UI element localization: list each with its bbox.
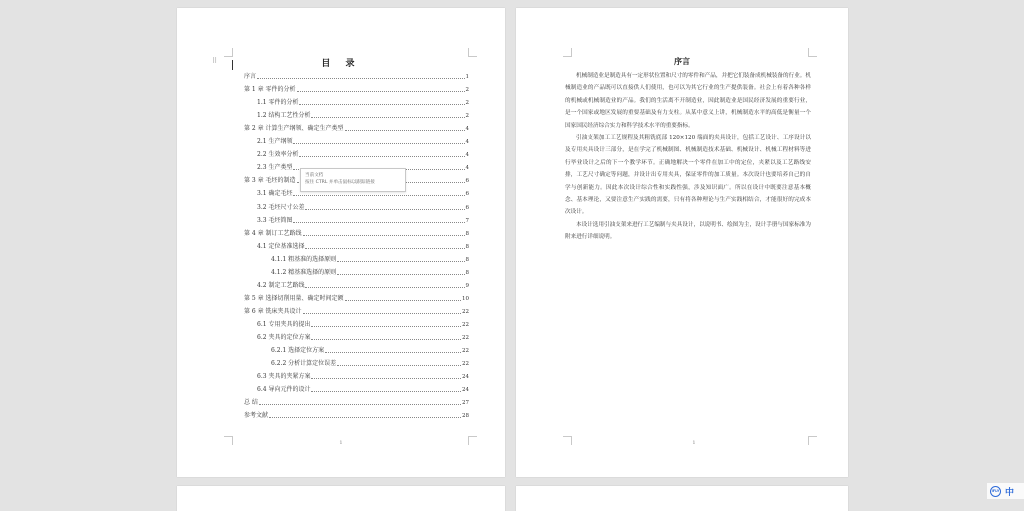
toc-leader-dots	[299, 104, 464, 105]
toc-entry[interactable]	[244, 198, 469, 211]
toc-entry[interactable]	[244, 120, 469, 133]
toc-entry-label[interactable]: 1.1 零件的分析	[257, 99, 299, 107]
toc-leader-dots	[303, 235, 465, 236]
margin-corner-bottom-right	[468, 436, 477, 445]
toc-leader-dots	[305, 287, 464, 288]
toc-entry[interactable]	[244, 290, 469, 303]
toc-leader-dots	[305, 209, 464, 210]
toc-entry-label[interactable]: 参考文献	[244, 412, 269, 420]
toc-entry-page[interactable]: 6	[465, 178, 469, 185]
toc-entry-page[interactable]: 22	[462, 334, 469, 341]
tooltip-hint: 按住 CTRL 并单击鼠标以跟踪链接	[305, 180, 375, 185]
page-3-partial[interactable]	[177, 486, 505, 511]
toc-entry[interactable]	[244, 303, 469, 316]
toc-leader-dots	[293, 195, 464, 196]
toc-entry-page[interactable]: 2	[465, 100, 469, 107]
toc-entry-page[interactable]: 6	[465, 204, 469, 211]
toc-entry-page[interactable]: 4	[465, 139, 469, 146]
toc-entry-label[interactable]: 第 6 章 铣床夹具设计	[244, 307, 302, 315]
toc-entry[interactable]	[244, 407, 469, 420]
toc-entry-page[interactable]: 24	[462, 374, 469, 381]
toc-entry-label[interactable]: 6.2 夹具的定位方案	[257, 333, 311, 341]
toc-entry-label[interactable]: 4.1.1 粗基准的选择原则	[271, 255, 337, 263]
toc-entry[interactable]	[244, 342, 469, 355]
ime-language-toggle[interactable]: 中	[1005, 487, 1015, 498]
toc-entry[interactable]	[244, 381, 469, 394]
toc-entry-label[interactable]: 1.2 结构工艺性分析	[257, 112, 311, 120]
toc-entry[interactable]	[244, 394, 469, 407]
toc-leader-dots	[311, 378, 461, 379]
toc-entry[interactable]	[244, 264, 469, 277]
toc-entry-page[interactable]: 8	[465, 269, 469, 276]
toc-entry-page[interactable]: 28	[462, 413, 469, 420]
toc-entry-label[interactable]: 4.2 制定工艺路线	[257, 281, 305, 289]
toc-entry-page[interactable]: 6	[465, 191, 469, 198]
toc-entry-page[interactable]: 7	[465, 217, 469, 224]
toc-entry[interactable]	[244, 368, 469, 381]
page-4-partial[interactable]	[516, 486, 848, 511]
toc-entry[interactable]	[244, 212, 469, 225]
toc-entry-label[interactable]: 第 4 章 制订工艺路线	[244, 229, 302, 237]
preface-title: 序言	[674, 56, 690, 66]
link-tooltip	[300, 168, 406, 192]
toc-leader-dots	[345, 130, 465, 131]
toc-leader-dots	[325, 352, 461, 353]
toc-entry-label[interactable]: 2.3 生产类型	[257, 164, 293, 172]
toc-entry-label[interactable]: 3.1 确定毛坯	[257, 190, 293, 198]
toc-entry-page[interactable]: 24	[462, 387, 469, 394]
toc-leader-dots	[305, 248, 464, 249]
toc-leader-dots	[293, 222, 464, 223]
toc-leader-dots	[337, 261, 464, 262]
toc-leader-dots	[303, 313, 461, 314]
toc-leader-dots	[337, 274, 464, 275]
toc-entry-label[interactable]: 6.4 导向元件的设计	[257, 386, 311, 394]
toc-entry-label[interactable]: 6.3 夹具的夹紧方案	[257, 373, 311, 381]
toc-entry[interactable]	[244, 94, 469, 107]
toc-entry-label[interactable]: 第 3 章 毛坯的制造	[244, 177, 296, 185]
toc-entry[interactable]	[244, 329, 469, 342]
toc-entry[interactable]	[244, 68, 469, 81]
toc-entry-page[interactable]: 2	[465, 113, 469, 120]
toc-entry-page[interactable]: 22	[462, 361, 469, 368]
toc-leader-dots	[259, 404, 461, 405]
toc-entry-label[interactable]: 序言	[244, 73, 257, 81]
toc-entry[interactable]	[244, 238, 469, 251]
toc-entry-page[interactable]: 27	[462, 400, 469, 407]
toc-entry-page[interactable]: 22	[462, 308, 469, 315]
preface-paragraph: 引油支架加工工艺规程及其粗铣底部 120×120 端面的夹具设计，包括工艺设计、工序设计以及专用夹具设计三部分，是在学完了机械制图、机械制造技术基础、机械设计、机械工程材料等进行毕业设计之后的下一个教学环节。正确地解决一个零件在加工中的定位，夹紧以及工艺路线安排，工艺尺寸确定等问题，并设计出专用夹具，保证零件的加工质量。本次设计也要培养自己的自学与创新能力。因此本次设计综合性和实践性强，涉及知识面广。所以在设计中既要注意基本概念、基本理论，又要注意生产实践的需要，只有将各种理论与生产实践相结合，才能很好的完成本次设计。	[565, 135, 811, 216]
toc-entry-label[interactable]: 6.1 专用夹具的提出	[257, 320, 311, 328]
toc-entry-label[interactable]: 4.1.2 精基准选择的原则	[271, 268, 337, 276]
toc-title: 目 录	[321, 59, 361, 69]
toc-leader-dots	[311, 326, 461, 327]
toc-leader-dots	[311, 339, 461, 340]
toc-entry-page[interactable]: 4	[465, 152, 469, 159]
page-preface[interactable]	[516, 8, 848, 477]
toc-leader-dots	[257, 78, 464, 79]
toc-list	[244, 68, 469, 420]
toc-leader-dots	[297, 91, 465, 92]
toc-entry-label[interactable]: 6.2.2 分析计算定位误差	[271, 360, 337, 368]
toc-entry-page[interactable]: 8	[465, 230, 469, 237]
toc-entry-label[interactable]: 第 2 章 计算生产纲领、确定生产类型	[244, 125, 344, 133]
margin-corner-bottom-left	[563, 436, 572, 445]
toc-entry-label[interactable]: 6.2.1 选择定位方案	[271, 347, 325, 355]
toc-entry[interactable]	[244, 277, 469, 290]
toc-entry-page[interactable]: 4	[465, 126, 469, 133]
toc-entry-page[interactable]: 8	[465, 243, 469, 250]
preface-body	[565, 70, 811, 244]
toc-entry-page[interactable]: 10	[462, 295, 469, 302]
margin-corner-bottom-right	[808, 436, 817, 445]
toc-leader-dots	[311, 117, 464, 118]
toc-entry-page[interactable]: 22	[462, 321, 469, 328]
toc-leader-dots	[345, 300, 461, 301]
toc-entry[interactable]	[244, 225, 469, 238]
page-toc[interactable]	[177, 8, 505, 477]
margin-corner-bottom-left	[224, 436, 233, 445]
toc-entry-page[interactable]: 9	[465, 282, 469, 289]
page-number: 1	[339, 440, 343, 446]
drag-handle-icon[interactable]: ⠿	[212, 57, 218, 65]
toc-entry[interactable]	[244, 107, 469, 120]
toc-leader-dots	[269, 417, 461, 418]
toc-entry[interactable]	[244, 251, 469, 264]
toc-entry[interactable]	[244, 355, 469, 368]
toc-entry-label[interactable]: 3.3 毛坯简图	[257, 216, 293, 224]
toc-entry-label[interactable]: 4.1 定位基准选择	[257, 242, 305, 250]
preface-paragraph: 本设计选用引油支架来进行工艺编制与夹具设计，以说明书、绘图为主，设计手册与国家标准为附来进行详细说明。	[565, 221, 811, 241]
toc-entry-label[interactable]: 总 结	[244, 399, 258, 407]
toc-entry-label[interactable]: 第 1 章 零件的分析	[244, 86, 296, 94]
toc-entry[interactable]	[244, 316, 469, 329]
toc-entry[interactable]	[244, 133, 469, 146]
tooltip-title: 当前文档	[305, 173, 324, 178]
toc-entry-label[interactable]: 第 5 章 选择切削用量、确定时间定额	[244, 294, 344, 302]
toc-entry-label[interactable]: 2.1 生产纲领	[257, 138, 293, 146]
toc-entry-page[interactable]: 1	[465, 74, 469, 81]
toc-leader-dots	[337, 365, 461, 366]
toc-leader-dots	[299, 156, 464, 157]
toc-entry-page[interactable]: 22	[462, 348, 469, 355]
toc-entry[interactable]	[244, 81, 469, 94]
preface-paragraph: 机械制造业是制造具有一定形状位置和尺寸的零件和产品，并把它们装备成机械装备的行业。机械制造业的产品既可以直接供人们使用，也可以为其它行业的生产提供装备。社会上有着各种各样的机械或机械制造业的产品。我们的生活离不开制造业，因此制造业是国民经济发展的重要行业，是一个国家或地区发展的重要基础及有力支柱。从某中意义上讲，机械制造水平的高低是衡量一个国家国民经济综合实力和科学技术水平的重要指标。	[565, 73, 811, 129]
toc-entry-page[interactable]: 4	[465, 165, 469, 172]
page-number: 1	[692, 440, 696, 446]
toc-entry-page[interactable]: 8	[465, 256, 469, 263]
toc-entry[interactable]	[244, 146, 469, 159]
ime-logo-icon[interactable]: iFLY	[990, 486, 1001, 497]
toc-entry-page[interactable]: 2	[465, 87, 469, 94]
toc-entry-label[interactable]: 3.2 毛坯尺寸公差	[257, 203, 305, 211]
toc-entry-label[interactable]: 2.2 生效率分析	[257, 151, 299, 159]
toc-leader-dots	[293, 143, 464, 144]
toc-leader-dots	[311, 391, 461, 392]
ime-indicator[interactable]	[987, 483, 1024, 499]
